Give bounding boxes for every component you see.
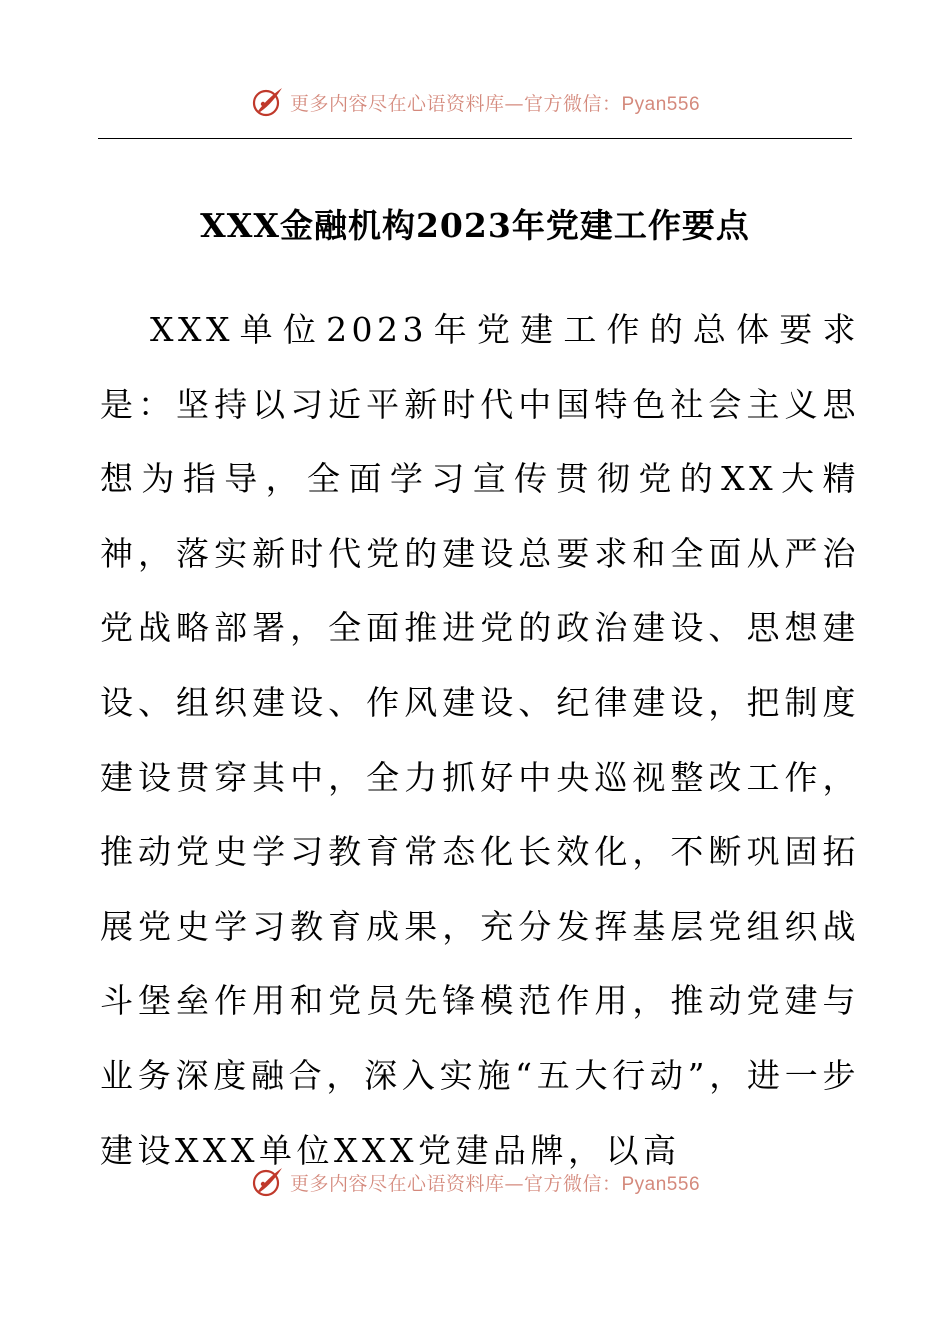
banner-caption: 更多内容尽在心语资料库—官方微信：: [289, 92, 622, 115]
banner-caption: 更多内容尽在心语资料库—官方微信：: [289, 1172, 622, 1195]
header-divider: [98, 138, 852, 139]
banner-text: [290, 1169, 700, 1196]
quill-pen-logo-icon: [250, 1165, 284, 1199]
document-title: XXX金融机构2023年党建工作要点: [200, 206, 750, 245]
banner-text: [290, 89, 700, 116]
quill-pen-logo-icon: [250, 85, 284, 119]
banner-wechat-id: Pyan556: [621, 1173, 701, 1195]
header-banner: [0, 82, 950, 122]
document-body: [100, 293, 860, 1188]
banner-wechat-id: Pyan556: [621, 93, 701, 115]
body-paragraph: XXX单位2023年党建工作的总体要求是：坚持以习近平新时代中国特色社会主义思想为指导，全面学习宣传贯彻党的XX大精神，落实新时代党的建设总要求和全面从严治党战略部署，全面推进党的政治建设、思想建设、组织建设、作风建设、纪律建设，把制度建设贯穿其中，全力抓好中央巡视整改工作，推动党史学习教育常态化长效化，不断巩固拓展党史学习教育成果，充分发挥基层党组织战斗堡垒作用和党员先锋模范作用，推动党建与业务深度融合，深入实施“五大行动”，进一步建设XXX单位XXX党建品牌，以高: [100, 310, 860, 1170]
footer-banner: [0, 1162, 950, 1202]
